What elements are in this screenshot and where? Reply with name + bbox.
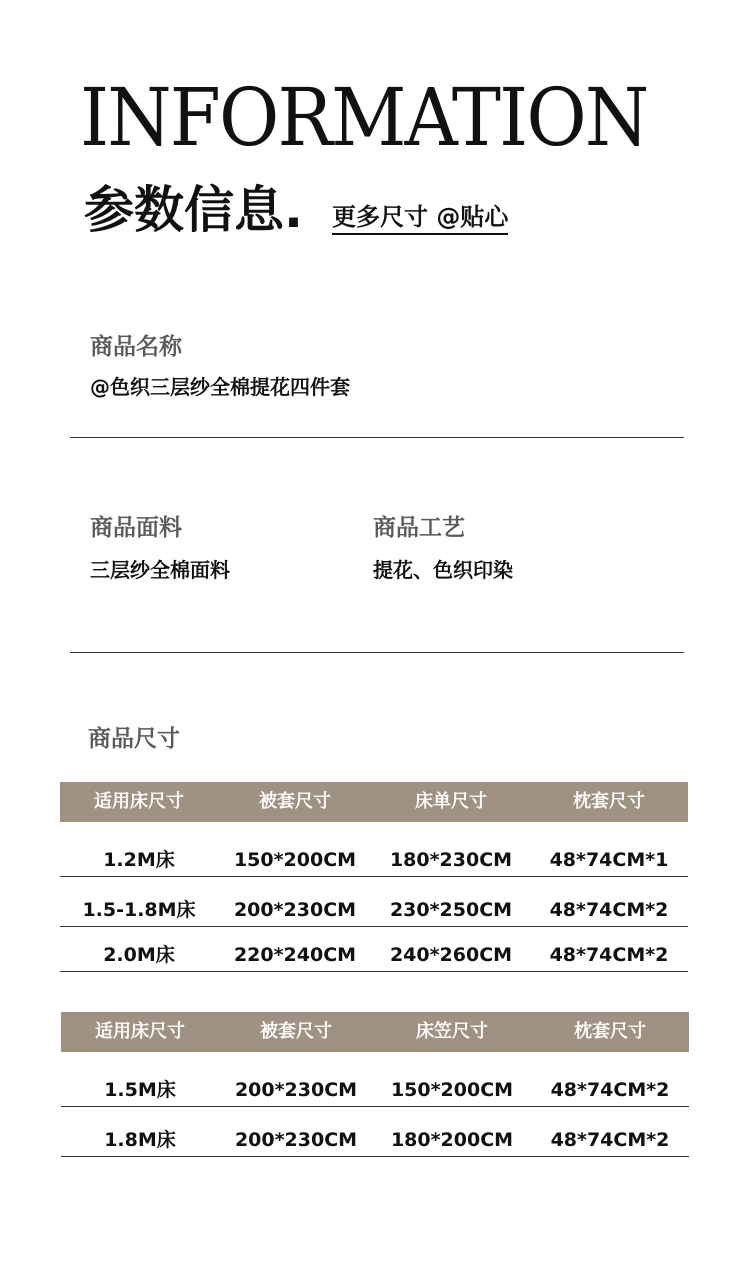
header-cell: 适用床尺寸: [94, 791, 184, 812]
table-cell: 150*200CM: [390, 1079, 514, 1101]
header-cell: 被套尺寸: [260, 1021, 332, 1042]
header-cell: 被套尺寸: [259, 791, 331, 812]
table-cell: 1.5M床: [104, 1079, 176, 1101]
table-cell: 200*230CM: [233, 899, 357, 921]
table-cell: 1.8M床: [104, 1129, 176, 1151]
header-cell: 枕套尺寸: [574, 1021, 646, 1042]
header-cell: 床单尺寸: [415, 791, 487, 812]
header-cell: 床笠尺寸: [416, 1021, 488, 1042]
table-cell: 2.0M床: [103, 944, 175, 966]
header-cell: 枕套尺寸: [573, 791, 645, 812]
fabric-label: 商品面料: [90, 515, 182, 541]
table-cell: 200*230CM: [234, 1079, 358, 1101]
table-cell: 220*240CM: [233, 944, 357, 966]
table-cell: 150*200CM: [233, 849, 357, 871]
craft-value: 提花、色织印染: [373, 558, 513, 582]
craft-label: 商品工艺: [373, 515, 465, 541]
row-divider: [60, 876, 688, 877]
fabric-value: 三层纱全棉面料: [90, 558, 230, 582]
table-cell: 180*200CM: [390, 1129, 514, 1151]
table-cell: 48*74CM*1: [549, 849, 669, 871]
row-divider: [61, 1156, 689, 1157]
table-header: [60, 782, 688, 822]
product-name-label: 商品名称: [90, 334, 182, 360]
divider: [70, 652, 684, 653]
table-cell: 180*230CM: [389, 849, 513, 871]
row-divider: [60, 926, 688, 927]
table-cell: 48*74CM*2: [549, 899, 669, 921]
size-table-2: [61, 1012, 689, 1158]
title-chinese: 参数信息.: [84, 181, 303, 239]
table-cell: 1.2M床: [103, 849, 175, 871]
table-cell: 48*74CM*2: [550, 1129, 670, 1151]
subtitle: 更多尺寸 @贴心: [332, 202, 508, 235]
divider: [70, 437, 684, 438]
table-cell: 48*74CM*2: [550, 1079, 670, 1101]
table-header: [61, 1012, 689, 1052]
header-cell: 适用床尺寸: [95, 1021, 185, 1042]
row-divider: [61, 1106, 689, 1107]
title-english: INFORMATION: [80, 71, 648, 164]
size-label: 商品尺寸: [88, 726, 180, 752]
table-cell: 240*260CM: [389, 944, 513, 966]
row-divider: [60, 971, 688, 972]
table-cell: 200*230CM: [234, 1129, 358, 1151]
table-cell: 1.5-1.8M床: [82, 899, 196, 921]
table-cell: 48*74CM*2: [549, 944, 669, 966]
product-name-value: @色织三层纱全棉提花四件套: [90, 375, 350, 399]
table-cell: 230*250CM: [389, 899, 513, 921]
size-table-1: [60, 782, 688, 974]
